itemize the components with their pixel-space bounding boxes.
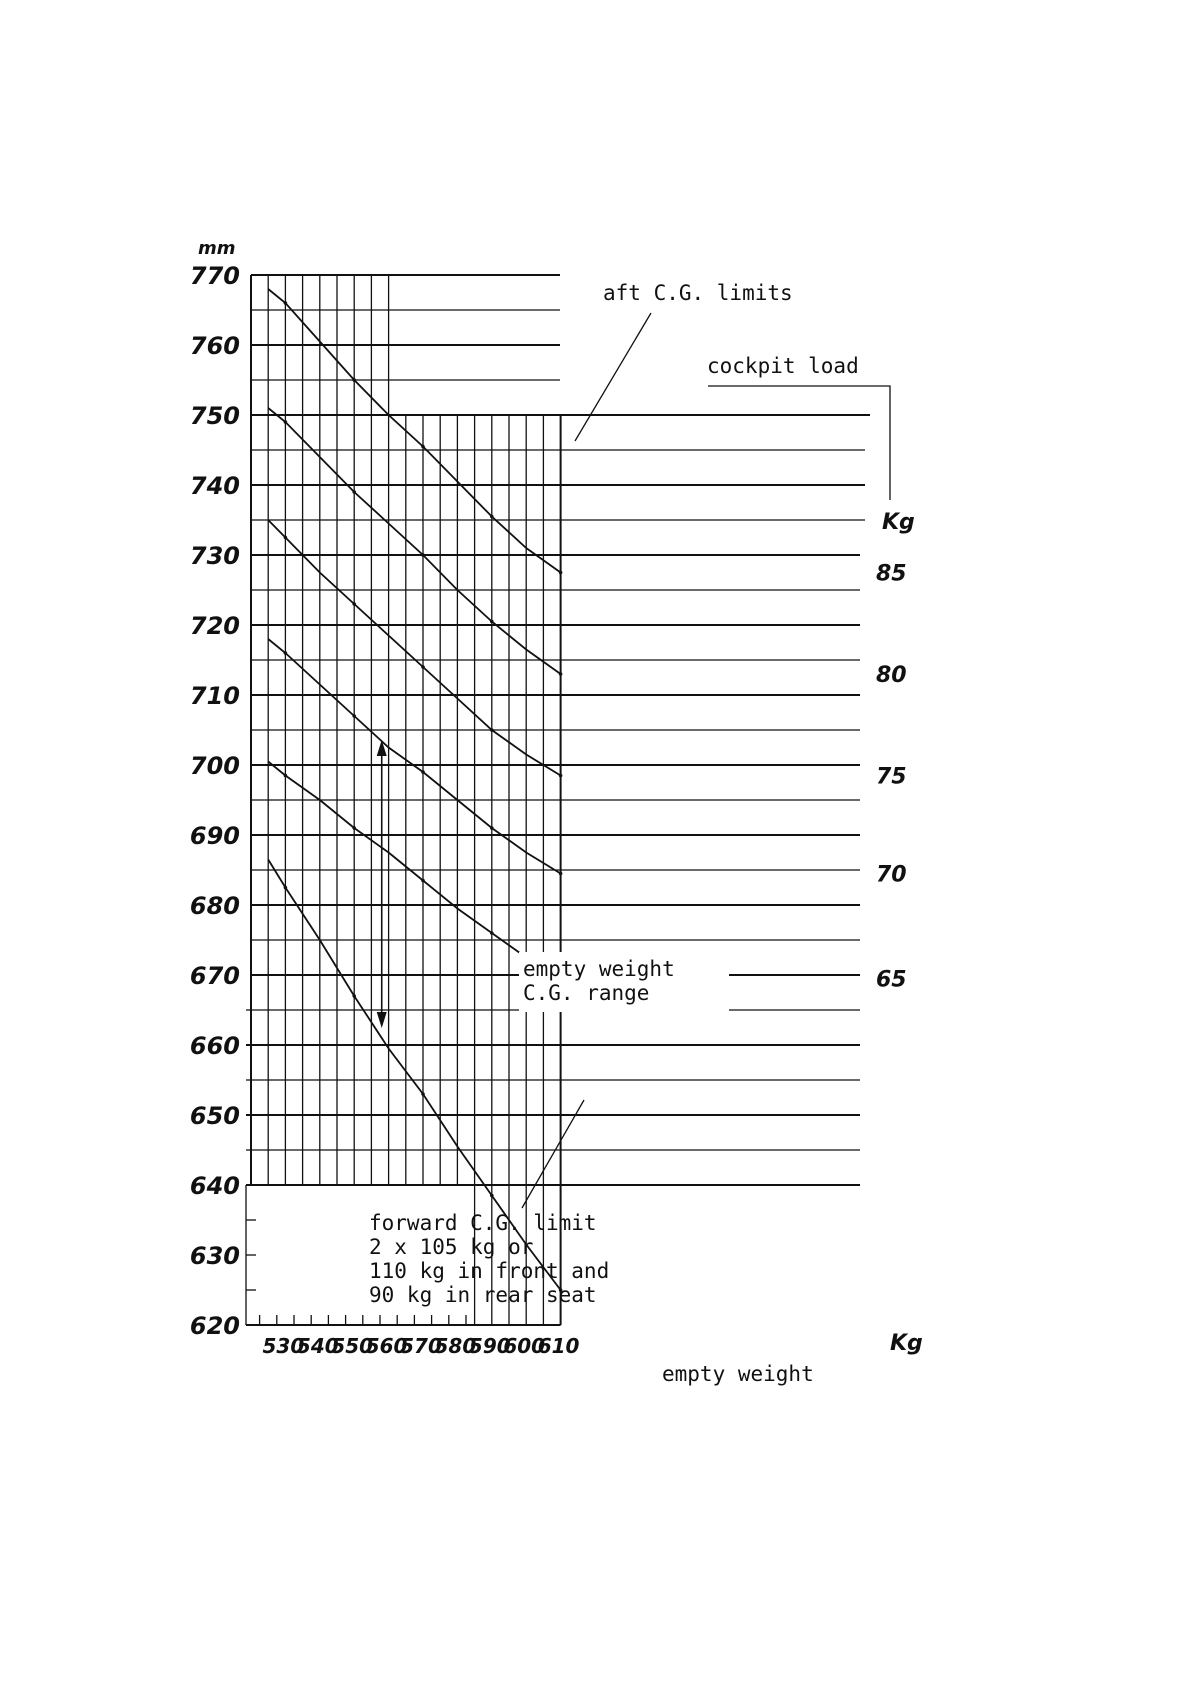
y-tick-label: 740 [189,472,240,500]
fwd-label-line3: 110 kg in front and [369,1259,610,1283]
series-point [421,770,425,774]
annotations [190,238,923,1386]
x-tick-label: 570 [400,1334,442,1358]
series-point [352,826,356,830]
series-point [490,826,494,830]
series-point [352,994,356,998]
series-point [284,420,288,424]
x-axis-title: empty weight [662,1362,814,1386]
y-tick-label: 700 [189,752,240,780]
series-point [559,872,563,876]
series-point [352,490,356,494]
series-point [490,1194,494,1198]
aft-leader-line [575,313,651,441]
series-point [284,301,288,305]
cockpit-load-bracket [708,386,890,500]
y-tick-label: 720 [189,612,240,640]
series-line [268,520,560,776]
x-tick-label: 540 [296,1334,339,1358]
fwd-label-line2: 2 x 105 kg or [369,1235,534,1259]
x-tick-label: 560 [365,1334,408,1358]
cockpit-load-label: cockpit load [707,354,859,378]
y-tick-label: 680 [189,892,240,920]
series-line [268,408,560,674]
fwd-label-line1: forward C.G. limit [369,1211,597,1235]
y-tick-label: 660 [189,1032,240,1060]
y-tick-label: 630 [189,1242,240,1270]
range-label-line2: C.G. range [523,981,650,1005]
series-point [559,774,563,778]
series-point [421,1092,425,1096]
y-tick-label: 710 [189,682,240,710]
series-point [421,445,425,449]
y-tick-label: 620 [189,1312,240,1340]
range-arrow-head-top [377,740,387,756]
x-tick-label: 600 [503,1334,546,1358]
series-point [284,774,288,778]
series-point [490,620,494,624]
series-point [352,714,356,718]
series-point [284,886,288,890]
y-unit-label: mm [198,238,236,259]
y-tick-label: 650 [189,1102,240,1130]
y-tick-label: 750 [189,402,240,430]
series-point [421,665,425,669]
series-point [352,378,356,382]
series-point [284,651,288,655]
curves [268,289,562,1292]
series-point [490,931,494,935]
series-point [559,672,563,676]
x-tick-label: 530 [262,1334,305,1358]
series-end-label: 85 [876,561,907,587]
series-line [268,639,560,874]
x-tick-label: 610 [537,1334,580,1358]
series-point [284,536,288,540]
range-label-line1: empty weight [523,957,675,981]
x-tick-label: 580 [434,1334,477,1358]
series-end-label: 65 [876,967,907,993]
series-end-label: 75 [876,764,907,790]
series-point [352,602,356,606]
cockpit-load-unit: Kg [882,510,915,535]
fwd-leader-line [522,1100,584,1208]
series-end-label: 80 [876,663,907,688]
grid [246,275,870,1325]
series-point [421,879,425,883]
range-arrow-head-bottom [377,1012,387,1028]
y-tick-label: 670 [189,962,240,990]
y-tick-label: 760 [189,332,240,360]
x-tick-label: 590 [468,1334,511,1358]
y-tick-label: 690 [189,822,240,850]
y-tick-label: 770 [189,262,240,290]
series-end-label: 70 [876,862,907,888]
series-point [559,571,563,575]
series-point [490,728,494,732]
x-unit-label: Kg [890,1331,923,1356]
y-tick-label: 730 [189,542,240,570]
series-line [268,289,560,573]
series-point [421,553,425,557]
x-tick-label: 550 [331,1334,374,1358]
y-tick-label: 640 [189,1172,240,1200]
series-point [490,515,494,519]
aft-cg-label: aft C.G. limits [603,281,793,305]
fwd-label-line4: 90 kg in rear seat [369,1283,597,1307]
